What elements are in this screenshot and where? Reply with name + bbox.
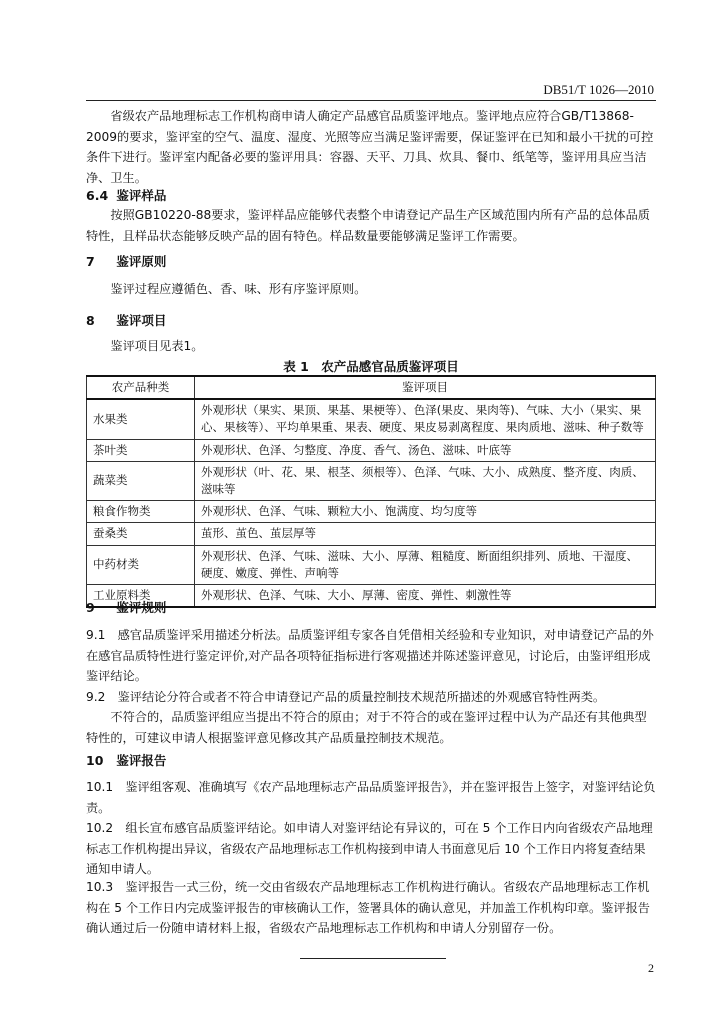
category-cell: 水果类: [87, 399, 195, 439]
section-number: 9: [86, 600, 95, 615]
table-row: [87, 545, 656, 584]
section-8-heading: [86, 311, 656, 332]
section-6-4-paragraph: 按照GB10220-88要求，鉴评样品应能够代表整个申请登记产品生产区域范围内所有产品的总体品质特性，且样品状态能够反映产品的固有特色。样品数量要能够满足鉴评工作需要。: [86, 208, 650, 243]
header-rule: [86, 100, 656, 101]
clause-text: 鉴评结论分符合或者不符合申请登记产品的质量控制技术规范所描述的外观感官特性两类。: [117, 690, 606, 704]
section-9-heading: [86, 598, 656, 619]
standard-code: DB51/T 1026—2010: [543, 82, 654, 97]
clause-text: 组长宣布感官品质鉴评结论。如申请人对鉴评结论有异议的，可在 5 个工作日内向省级农产品地理标志工作机构提出异议，省级农产品地理标志工作机构接到申请人书面意见后 10 个工作日内将复查结果通知申请人。: [86, 821, 653, 876]
clause-text: 鉴评组客观、准确填写《农产品地理标志产品品质鉴评报告》，并在鉴评报告上签字，对鉴评结论负责。: [86, 780, 656, 815]
section-number: 7: [86, 254, 95, 269]
items-cell: 外观形状（果实、果顶、果基、果梗等）、色泽(果皮、果肉等)、气味、大小（果实、果心、果核等）、平均单果重、果表、硬度、果皮易剥离程度、果肉质地、滋味、种子数等: [195, 399, 656, 439]
items-cell: 外观形状、色泽、匀整度、净度、香气、汤色、滋味、叶底等: [195, 439, 656, 461]
section-number: 10: [86, 753, 104, 768]
clause-9-2-continuation: 不符合的，品质鉴评组应当提出不符合的原由；对于不符合的或在鉴评过程中认为产品还有其他典型特性的，可建议申请人根据鉴评意见修改其产品质量控制技术规范。: [86, 710, 647, 745]
section-title: 鉴评原则: [116, 254, 167, 269]
clause-10-3: [86, 877, 656, 939]
table-row: [87, 523, 656, 545]
section-continuation-paragraph: 省级农产品地理标志工作机构商申请人确定产品感官品质鉴评地点。鉴评地点应符合GB/T13868-2009的要求，鉴评室的空气、温度、湿度、光照等应当满足鉴评需要，保证鉴评在已知和最小干扰的可控条件下进行。鉴评室内配备必要的鉴评用具：容器、天平、刀具、炊具、餐巾、纸笔等，鉴评用具应当洁净、卫生。: [86, 109, 654, 185]
category-cell: 中药材类: [87, 545, 195, 584]
clause-10-1: [86, 777, 656, 818]
section-7-heading: [86, 252, 656, 273]
items-cell: 外观形状、色泽、气味、滋味、大小、厚薄、粗糙度、断面组织排列、质地、干湿度、硬度、嫩度、弹性、声响等: [195, 545, 656, 584]
table-row: [87, 501, 656, 523]
category-cell: 工业原料类: [87, 585, 195, 608]
clause-number: 10.1: [86, 780, 114, 794]
clause-text: 鉴评报告一式三份，统一交由省级农产品地理标志工作机构进行确认。省级农产品地理标志工作机构在 5 个工作日内完成鉴评报告的审核确认工作，签署具体的确认意见，并加盖工作机构印章。鉴评报告确认通过后一份随申请材料上报，省级农产品地理标志工作机构和申请人分别留存一份。: [86, 880, 650, 935]
header-items: 鉴评项目: [195, 376, 656, 399]
section-title: 鉴评规则: [116, 600, 167, 615]
clause-text: 感官品质鉴评采用描述分析法。品质鉴评组专家各自凭借相关经验和专业知识，对申请登记产品的外在感官品质特性进行鉴定评价,对产品各项特征指标进行客观描述并陈述鉴评意见，讨论后，由鉴评组形成鉴评结论。: [86, 628, 654, 683]
category-cell: 粮食作物类: [87, 501, 195, 523]
section-title: 鉴评样品: [116, 188, 167, 203]
section-6-4-heading: [86, 186, 656, 207]
clause-number: 10.2: [86, 821, 114, 835]
category-cell: 蚕桑类: [87, 523, 195, 545]
items-cell: 茧形、茧色、茧层厚等: [195, 523, 656, 545]
section-title: 鉴评报告: [116, 753, 167, 768]
section-title: 鉴评项目: [116, 313, 167, 328]
clause-9-2: [86, 687, 656, 708]
section-7-paragraph: 鉴评过程应遵循色、香、味、形有序鉴评原则。: [110, 282, 367, 296]
evaluation-items-table: [86, 375, 656, 608]
section-number: 8: [86, 313, 95, 328]
category-cell: 茶叶类: [87, 439, 195, 461]
clause-number: 9.1: [86, 628, 106, 642]
header-category: 农产品种类: [87, 376, 195, 399]
table-row: [87, 439, 656, 461]
items-cell: 外观形状、色泽、气味、大小、厚薄、密度、弹性、刺激性等: [195, 585, 656, 608]
table-row: [87, 399, 656, 439]
clause-number: 9.2: [86, 690, 106, 704]
items-cell: 外观形状（叶、花、果、根茎、须根等）、色泽、气味、大小、成熟度、整齐度、肉质、滋味等: [195, 461, 656, 500]
items-cell: 外观形状、色泽、气味、颗粒大小、饱满度、均匀度等: [195, 501, 656, 523]
section-8-paragraph: 鉴评项目见表1。: [110, 339, 204, 353]
page-number: 2: [648, 961, 654, 975]
section-number: 6.4: [86, 188, 109, 203]
clause-9-1: [86, 625, 656, 687]
footer-rule: [300, 958, 446, 959]
table-caption: 表 1 农产品感官品质鉴评项目: [283, 359, 459, 374]
clause-10-2: [86, 818, 656, 880]
category-cell: 蔬菜类: [87, 461, 195, 500]
table-row: [87, 461, 656, 500]
clause-number: 10.3: [86, 880, 114, 894]
section-10-heading: [86, 751, 656, 772]
table-header-row: [87, 376, 656, 399]
